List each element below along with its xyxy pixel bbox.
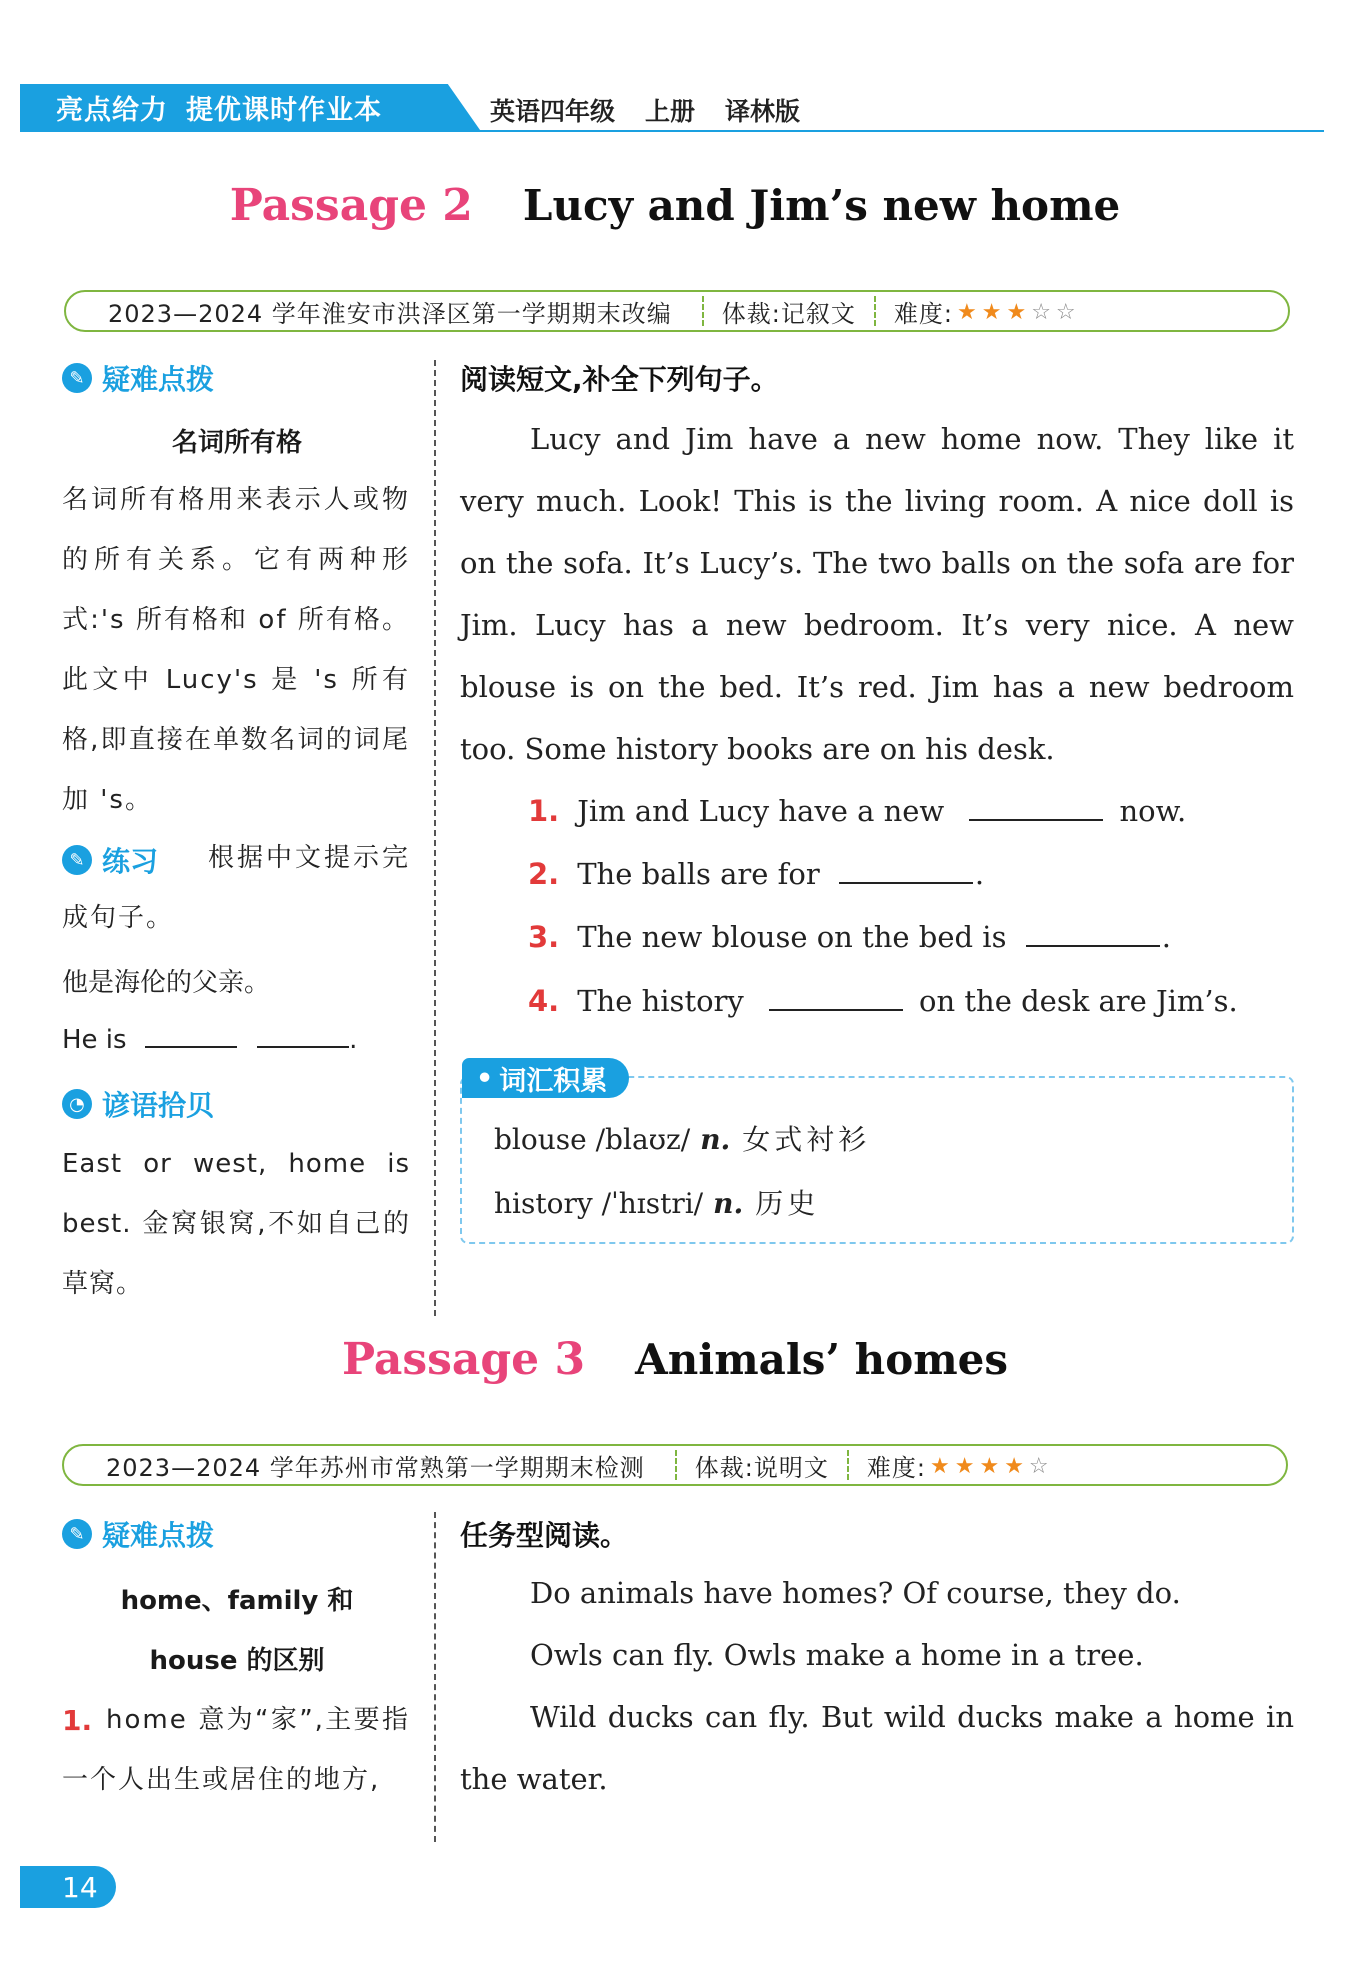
passage2-source: 2023—2024 学年淮安市洪泽区第一学期期末改编 [108,299,672,328]
answer-blank[interactable] [1026,921,1160,947]
question-text-after: on the desk are Jim’s. [919,984,1238,1018]
bullet-icon: • [476,1062,494,1094]
series-book: 提优课时作业本 [186,95,382,126]
passage3-name: Animals’ homes [635,1335,1009,1384]
p2-proverb-text: East or west, home is best. 金窝银窝,不如自己的草窝。 [62,1149,410,1299]
p3-line-3: Wild ducks can fly. But wild ducks make a home in the water. [460,1700,1294,1796]
p3-tip-heading [62,1514,214,1554]
vocab-word: history [494,1187,593,1220]
vocab-meaning: 历史 [755,1187,820,1220]
page-number [20,1866,116,1908]
pencil-icon: ✎ [62,845,92,875]
passage2-title [0,180,1350,231]
passage3-genre: 体裁:说明文 [694,1453,829,1482]
question-text-after: . [974,857,985,891]
practice-prefix: He is [62,1025,127,1055]
question-text: Jim and Lucy have a new [577,794,945,828]
p2-question-4 [528,984,1238,1018]
p2-instruction: 阅读短文,补全下列句子。 [460,363,779,396]
difficulty-label: 难度: [866,1453,926,1482]
header-rule [20,130,1324,132]
vocab-word: blouse [494,1123,587,1156]
vocab-pos: n. [700,1123,731,1156]
passage3-source: 2023—2024 学年苏州市常熟第一学期期末检测 [106,1453,645,1482]
question-text: The new blouse on the bed is [577,920,1007,954]
p3-tip-subheading-1: home、family 和 [120,1586,354,1616]
shell-icon: ◔ [62,1089,92,1119]
passage3-number: Passage 3 [341,1334,586,1385]
question-text-after: now. [1119,794,1187,828]
p2-practice-instruction: 根据中文提示完成句子。 [62,843,410,933]
vocab-item-history [494,1182,819,1222]
p2-paragraph: Lucy and Jim have a new home now. They like it very much. Look! This is the living room. A nice doll is on the sofa. It’s Lucy’s. The two balls on the sofa are for Jim. Lucy has a new bedroom. It’s very nice. A new blouse is on the bed. It’s red. Jim has a new bedroom too. Some history books are on his desk. [460,422,1294,766]
star-filled-icon: ★ [929,1454,951,1479]
vocab-item-blouse [494,1118,870,1158]
vocab-meaning: 女式衬衫 [742,1123,871,1156]
question-text: The history [577,984,744,1018]
difficulty-stars [926,1451,1050,1479]
p2-question-3 [528,920,1171,954]
p2-tip-heading [62,358,214,398]
passage3-title [0,1334,1350,1385]
proverb-heading-text: 谚语拾贝 [102,1089,215,1122]
vocab-ipa: /ˈhɪstri/ [601,1187,704,1220]
answer-blank[interactable] [839,858,973,884]
pencil-icon: ✎ [62,1519,92,1549]
series-title [56,88,382,127]
passage2-difficulty [876,294,1077,329]
vocab-pos: n. [713,1187,744,1220]
star-filled-icon: ★ [956,300,978,325]
p2-question-2 [528,857,984,891]
star-filled-icon: ★ [979,1454,1001,1479]
passage3-difficulty [849,1448,1050,1483]
p3-tip-item-1 [62,1690,410,1810]
star-empty-icon: ☆ [1055,300,1077,325]
passage2-number: Passage 2 [229,180,473,231]
star-filled-icon: ★ [1006,300,1028,325]
column-divider [434,360,436,1316]
vocab-heading [462,1058,629,1098]
column-divider [434,1512,436,1842]
star-empty-icon: ☆ [1031,300,1052,325]
question-number: 3. [528,920,560,954]
answer-blank[interactable] [969,795,1103,821]
difficulty-label: 难度: [893,299,953,328]
practice-blank-2[interactable] [257,1022,349,1048]
answer-blank[interactable] [769,985,903,1011]
practice-heading-text: 练习 [102,845,159,878]
p2-practice-answer-line: He is . [62,1022,357,1055]
star-empty-icon: ☆ [1028,1454,1050,1479]
volume: 上册 [645,97,696,126]
vocab-heading-text: 词汇积累 [499,1065,608,1097]
p3-line-2: Owls can fly. Owls make a home in a tree. [530,1638,1144,1672]
p2-practice-chinese: 他是海伦的父亲。 [62,968,271,998]
edition: 译林版 [725,97,801,126]
question-text-after: . [1161,920,1171,954]
p2-proverb-heading [62,1084,214,1124]
page-number-text: 14 [62,1870,98,1904]
p3-tip-subheading-2: house 的区别 [149,1646,325,1676]
series-name: 亮点给力 [56,95,168,126]
passage2-name: Lucy and Jim’s new home [522,181,1121,230]
star-filled-icon: ★ [954,1454,976,1479]
p3-line-1: Do animals have homes? Of course, they do. [530,1576,1181,1610]
passage3-info-bar [62,1444,1288,1486]
pencil-icon: ✎ [62,363,92,393]
p3-instruction: 任务型阅读。 [460,1519,629,1552]
passage2-genre: 体裁:记叙文 [721,299,856,328]
star-filled-icon: ★ [981,300,1003,325]
p2-question-1 [528,794,1186,828]
question-number: 1. [528,794,560,828]
practice-blank-1[interactable] [145,1022,237,1048]
question-number: 4. [528,984,560,1018]
question-number: 2. [528,857,560,891]
tip-heading-text: 疑难点拨 [102,1519,215,1552]
passage2-info-bar [64,290,1290,332]
p2-tip-text: 名词所有格用来表示人或物的所有关系。它有两种形式:'s 所有格和 of 所有格。此文中 Lucy's 是 's 所有格,即直接在单数名词的词尾加 's。 [62,485,410,815]
item-number: 1. [62,1704,93,1737]
p2-tip-subheading: 名词所有格 [171,428,302,458]
item-text: home 意为“家”,主要指一个人出生或居住的地方, [62,1705,410,1795]
book-info [490,92,800,128]
tip-heading-text: 疑难点拨 [102,363,215,396]
question-text: The balls are for [577,857,820,891]
vocab-ipa: /blaʊz/ [595,1123,691,1156]
subject: 英语四年级 [490,97,616,126]
star-filled-icon: ★ [1004,1454,1025,1479]
difficulty-stars [953,297,1077,325]
